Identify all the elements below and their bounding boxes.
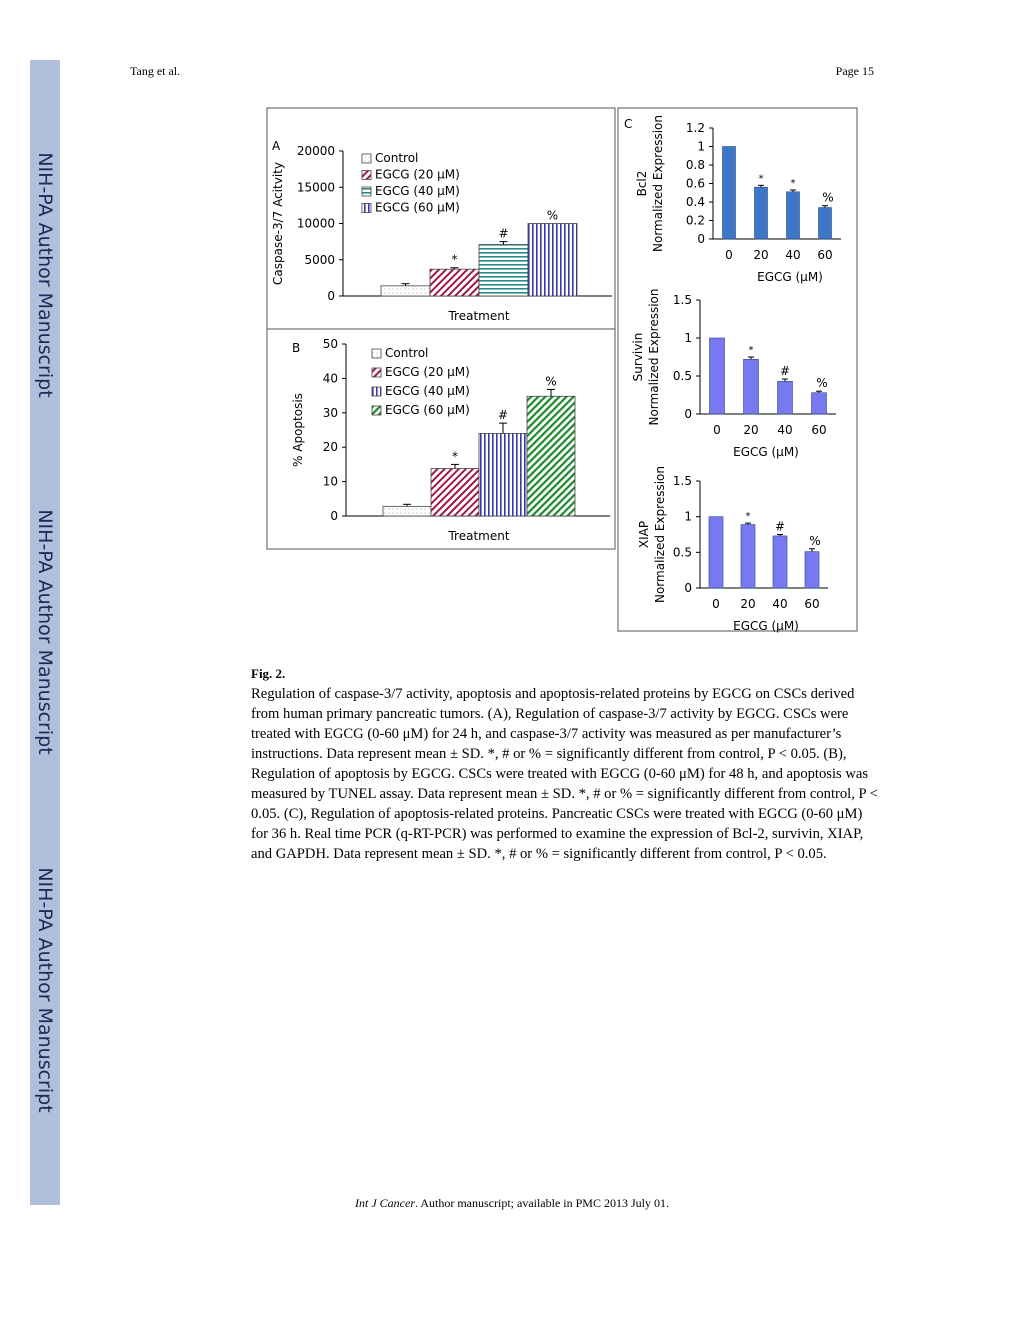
bar (527, 396, 575, 516)
significance-mark: # (498, 226, 509, 241)
y-tick-label: 0 (684, 407, 692, 421)
significance-mark: % (816, 376, 828, 391)
bar (710, 338, 725, 414)
legend-swatch (362, 171, 371, 180)
page-number: Page 15 (835, 64, 874, 78)
y-tick-label: 20 (322, 440, 338, 455)
journal-name: Int J Cancer (355, 1196, 415, 1210)
y-tick-label: 0.4 (685, 195, 705, 209)
bar (479, 433, 527, 516)
significance-mark: * (452, 449, 458, 464)
significance-mark: # (497, 408, 509, 423)
significance-mark: % (822, 190, 834, 205)
bar (744, 359, 759, 414)
bar (755, 187, 768, 239)
chart-caspase (271, 144, 612, 323)
bar (431, 469, 479, 516)
legend-swatch (372, 368, 381, 377)
significance-mark: * (748, 345, 754, 356)
significance-mark: * (758, 173, 764, 185)
x-tick-label: 0 (713, 423, 721, 437)
y-tick-label: 0 (330, 509, 338, 523)
y-tick-label: 0.5 (672, 369, 692, 383)
y-tick-label: 10 (322, 474, 338, 489)
legend-label: EGCG (20 μM) (385, 365, 470, 379)
sidebar-watermark: NIH-PA Author Manuscript (34, 152, 56, 398)
significance-mark: % (546, 208, 559, 223)
footer-text: . Author manuscript; available in PMC 2013 July 01. (415, 1196, 669, 1210)
significance-mark: % (809, 533, 821, 548)
x-tick-label: 60 (811, 423, 827, 437)
footer-citation (0, 1196, 1024, 1211)
figure-label: Fig. 2. (251, 666, 286, 681)
significance-mark: * (451, 252, 458, 267)
bar (787, 192, 800, 239)
x-tick-label: 60 (817, 248, 833, 262)
y-axis-label: Normalized Expression (651, 114, 665, 253)
bar (812, 393, 827, 414)
bar (741, 525, 755, 588)
chart-bcl2 (635, 115, 841, 284)
legend-swatch (372, 349, 381, 358)
y-tick-label: 30 (322, 405, 338, 420)
bar (778, 381, 793, 414)
y-tick-label: 20000 (296, 144, 335, 158)
significance-mark: # (779, 364, 791, 379)
x-axis-label: Treatment (448, 309, 510, 323)
legend-label: EGCG (60 μM) (375, 200, 460, 215)
y-tick-label: 1.5 (672, 293, 692, 307)
y-tick-label: 0.2 (685, 213, 705, 228)
bar (430, 269, 479, 296)
x-axis-label: EGCG (μM) (757, 270, 823, 284)
chart-survivin (631, 288, 836, 459)
significance-mark: * (790, 177, 796, 189)
running-header-author: Tang et al. (130, 64, 181, 78)
bar (479, 245, 528, 296)
y-tick-label: 1 (697, 139, 705, 154)
sidebar-watermark: NIH-PA Author Manuscript (34, 867, 56, 1113)
bar (381, 286, 430, 296)
legend-label: Control (375, 151, 419, 165)
chart-xiap (637, 466, 828, 633)
x-tick-label: 20 (743, 423, 759, 437)
x-tick-label: 0 (712, 597, 720, 611)
x-tick-label: 20 (740, 597, 756, 611)
legend-swatch (362, 187, 371, 196)
y-tick-label: 1.5 (672, 474, 692, 488)
x-tick-label: 40 (777, 423, 793, 437)
bar (819, 208, 832, 239)
figure-2 (0, 0, 1024, 660)
legend-swatch (372, 387, 381, 396)
bar (709, 517, 723, 588)
bar (773, 536, 787, 588)
y-tick-label: 1 (684, 509, 692, 524)
panel-label-a: A (272, 139, 281, 153)
y-tick-label: 50 (322, 337, 338, 351)
significance-mark: # (774, 519, 786, 534)
x-axis-label: EGCG (μM) (733, 445, 799, 459)
x-axis-label: Treatment (448, 529, 510, 543)
y-tick-label: 15000 (296, 180, 335, 195)
bar (383, 506, 431, 516)
y-axis-label: XIAP (637, 520, 651, 549)
legend-swatch (372, 406, 381, 415)
x-tick-label: 20 (753, 248, 769, 262)
panel-label-b: B (292, 341, 301, 355)
figure-caption (251, 664, 881, 864)
chart-apoptosis (291, 337, 610, 543)
legend-label: EGCG (20 μM) (375, 167, 460, 182)
y-tick-label: 0 (697, 232, 705, 246)
y-tick-label: 40 (322, 371, 338, 386)
y-tick-label: 0.8 (685, 158, 705, 172)
x-tick-label: 0 (725, 248, 733, 262)
significance-mark: % (545, 374, 557, 389)
legend-label: EGCG (40 μM) (375, 184, 460, 198)
y-axis-label: % Apoptosis (291, 393, 305, 467)
bar (528, 224, 577, 297)
y-tick-label: 10000 (296, 216, 335, 231)
y-axis-label: Bcl2 (635, 170, 649, 197)
legend-label: Control (385, 346, 429, 360)
caption-text: Regulation of caspase-3/7 activity, apoptosis and apoptosis-related proteins by EGCG on CSCs derived from human primary pancreatic tumors. (A), Regulation of caspase-3/7 activity by EGCG. CSCs were treated with EGCG (0-60 μM) for 24 h, and caspase-3/7 activity was measured as per manufacturer’s instructions. Data represent mean ± SD. *, # or % = significantly different from control, P < 0.05. (B), Regulation of apoptosis by EGCG. CSCs were treated with EGCG (0-60 μM) for 48 h, and apoptosis was measured by TUNEL assay. Data represent mean ± SD. *, # or % = significantly different from control, P < 0.05. (C), Regulation of apoptosis-related proteins. Pancreatic CSCs were treated with EGCG (0-60 μM) for 36 h. Real time PCR (q-RT-PCR) was performed to examine the expression of Bcl-2, survivin, XIAP, and GAPDH. Data represent mean ± SD. *, # or % = significantly different from control, P < 0.05. (251, 686, 878, 862)
x-tick-label: 40 (772, 597, 788, 611)
legend-label: EGCG (60 μM) (385, 403, 470, 417)
y-axis-label: Normalized Expression (647, 288, 661, 426)
y-tick-label: 0 (684, 581, 692, 595)
y-tick-label: 0.5 (672, 545, 692, 560)
y-axis-label: Normalized Expression (653, 465, 667, 604)
legend-swatch (362, 154, 371, 163)
y-tick-label: 1 (684, 331, 692, 345)
y-tick-label: 0 (327, 289, 335, 303)
y-tick-label: 1.2 (685, 121, 705, 135)
y-tick-label: 0.6 (685, 176, 705, 191)
y-tick-label: 5000 (304, 252, 335, 267)
bar (723, 147, 736, 240)
y-axis-label: Survivin (631, 332, 645, 382)
y-axis-label: Caspase-3/7 Acitvity (271, 162, 285, 285)
panel-label-c: C (624, 117, 633, 131)
x-tick-label: 40 (785, 248, 801, 262)
sidebar-watermark: NIH-PA Author Manuscript (34, 509, 56, 755)
significance-mark: * (745, 511, 751, 523)
x-axis-label: EGCG (μM) (733, 619, 799, 633)
x-tick-label: 60 (804, 597, 820, 611)
legend-label: EGCG (40 μM) (385, 384, 470, 398)
bar (805, 552, 819, 588)
legend-swatch (362, 204, 371, 213)
